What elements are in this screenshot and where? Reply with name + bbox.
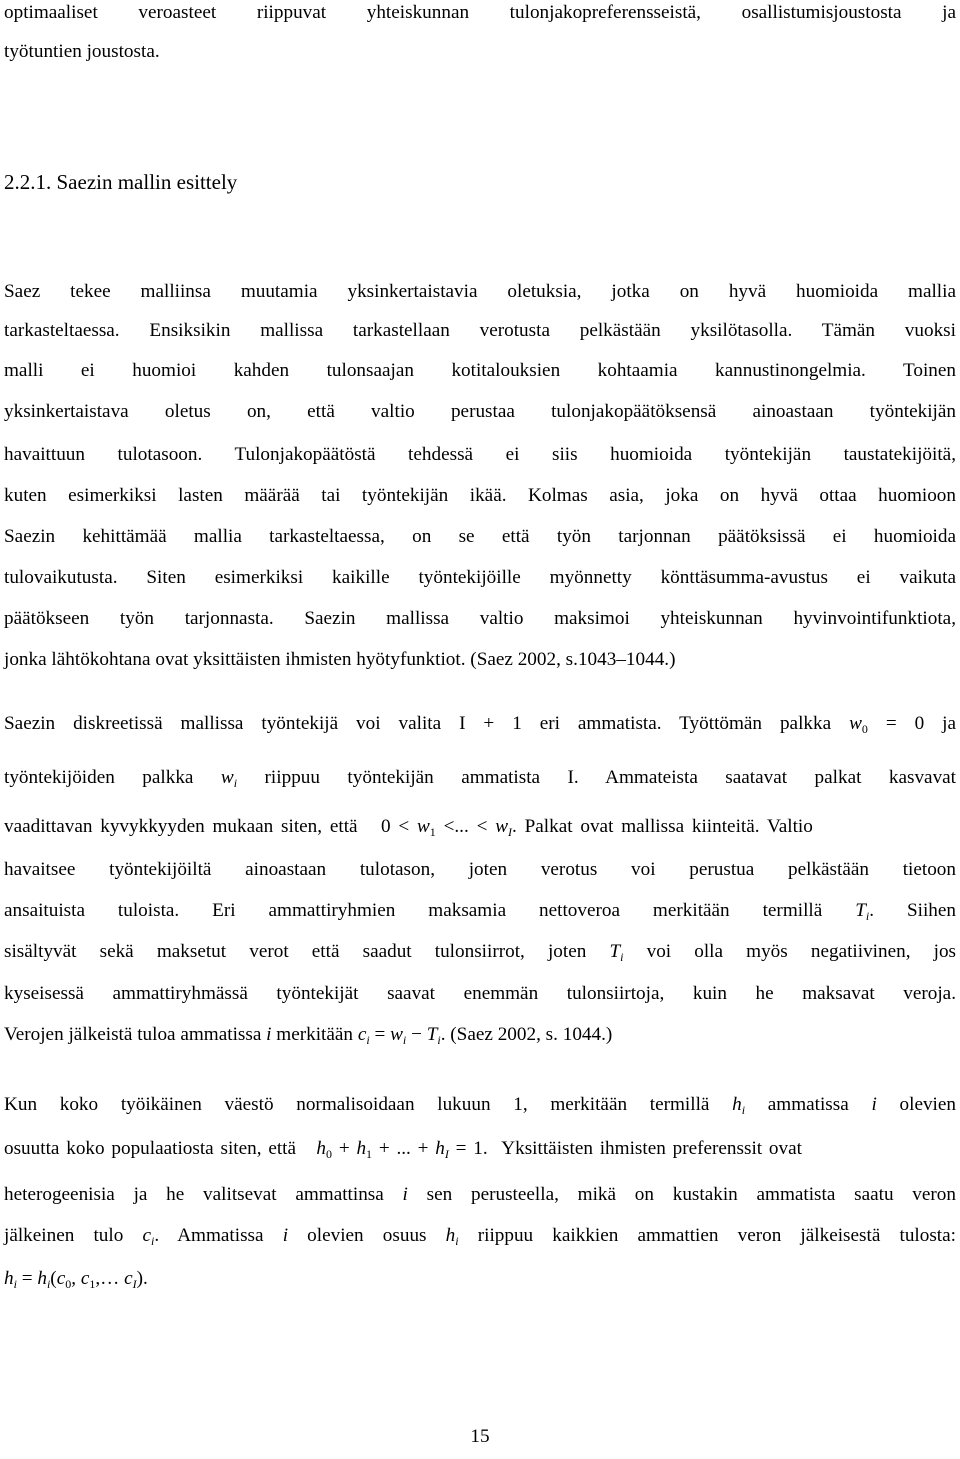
text-segment: olevien	[899, 1094, 956, 1115]
text-segment: jälkeinen tulo	[4, 1225, 124, 1246]
text-line: työtuntien joustosta.	[4, 41, 160, 62]
text-segment: . (Saez 2002, s. 1044.)	[440, 1024, 613, 1045]
text-segment: riippuu työntekijän ammatista I. Ammateista saatavat palkat kasvavat	[264, 767, 957, 788]
text-line: Saez tekee malliinsa muutamia yksinkertaistavia oletuksia, jotka on hyvä huomioida mallia	[4, 281, 956, 302]
formula-wage-order: $0 < w_1$ <... < $w_I$	[380, 816, 513, 839]
text-segment: . Ammatissa	[154, 1225, 264, 1246]
text-segment: Verojen jälkeistä tuloa ammatissa	[4, 1024, 262, 1045]
formula-ci: $c_i$	[142, 1225, 155, 1248]
text-segment: ansaituista tuloista. Eri ammattiryhmien maksamia nettoveroa merkitään termillä	[4, 900, 823, 921]
text-line	[4, 900, 956, 922]
text-line	[4, 713, 956, 735]
formula-hi: $h_i$	[445, 1225, 459, 1248]
text-line	[4, 767, 956, 789]
formula-wi: $w_i$	[220, 767, 238, 790]
formula-hi: $h_i$	[732, 1094, 746, 1117]
text-line: Verojen jälkeistä tuloa ammatissa i merkitään $c_i = w_i - T_i$. (Saez 2002, s. 1044.)	[4, 1024, 613, 1047]
formula-ti: $T_i$	[609, 941, 624, 964]
formula-ti: $T_i$	[855, 900, 870, 923]
text-segment: riippuu kaikkien ammattien veron jälkeisestä tulosta:	[477, 1225, 956, 1246]
text-line: jonka lähtökohtana ovat yksittäisten ihmisten hyötyfunktiot. (Saez 2002, s.1043–1044.)	[4, 649, 676, 670]
text-line	[4, 1138, 956, 1160]
formula-w0: $w_0 = 0$	[849, 713, 925, 736]
text-segment: sisältyvät sekä maksetut verot että saadut tulonsiirrot, joten	[4, 941, 587, 962]
text-segment: olevien osuus	[307, 1225, 427, 1246]
text-segment: vaadittavan kyvykkyyden mukaan siten, että	[4, 816, 358, 837]
text-segment: . Palkat ovat mallissa kiinteitä. Valtio	[512, 816, 813, 837]
text-line: havaittuun tulotasoon. Tulonjakopäätöstä tehdessä ei siis huomioida työntekijän taustatekijöitä,	[4, 444, 956, 465]
text-line: tulovaikutusta. Siten esimerkiksi kaikille työntekijöille myönnetty könttäsumma-avustus ei vaikuta	[4, 567, 956, 588]
text-segment: Saezin diskreetissä mallissa työntekijä voi valita I + 1 eri ammatista. Työttömän palkka	[4, 713, 832, 734]
text-line: päätökseen työn tarjonnasta. Saezin mallissa valtio maksimoi yhteiskunnan hyvinvointifunktiota,	[4, 608, 956, 629]
text-line: yksinkertaistava oletus on, että valtio perustaa tulonjakopäätöksensä ainoastaan työntekijän	[4, 401, 956, 422]
text-line: heterogeenisia ja he valitsevat ammattinsa i sen perusteella, mikä on kustakin ammatista saatu veron	[4, 1184, 956, 1205]
text-segment: voi olla myös negatiivinen, jos	[646, 941, 957, 962]
text-segment: ja	[942, 713, 957, 734]
text-line: Saezin kehittämää mallia tarkasteltaessa, on se että työn tarjonnan päätöksissä ei huomioida	[4, 526, 956, 547]
text-segment: . Siihen	[869, 900, 956, 921]
text-line: malli ei huomioi kahden tulonsaajan kotitalouksien kohtaamia kannustinongelmia. Toinen	[4, 360, 956, 381]
text-segment: työntekijöiden palkka	[4, 767, 194, 788]
text-line: optimaaliset veroasteet riippuvat yhteiskunnan tulonjakopreferensseistä, osallistumisjoustosta ja	[4, 2, 956, 23]
text-line: tarkasteltaessa. Ensiksikin mallissa tarkastellaan verotusta pelkästään yksilötasolla. Tämän vuoksi	[4, 320, 956, 341]
page-number: 15	[470, 1426, 490, 1447]
text-segment: Yksittäisten ihmisten preferenssit ovat	[501, 1138, 802, 1159]
formula-hi-function: $h_i = h_i(c_0$, $c_1,\dots$ $c_I$).	[4, 1268, 148, 1291]
text-segment: sen perusteella, mikä on kustakin ammatista saatu veron	[426, 1184, 956, 1205]
text-segment: osuutta koko populaatiosta siten, että	[4, 1138, 297, 1159]
text-line: Kun koko työikäinen väestö normalisoidaan lukuun 1, merkitään termillä $h_i$ ammatissa i olevien	[4, 1094, 956, 1117]
section-heading: 2.2.1. Saezin mallin esittely	[4, 170, 238, 194]
text-line: havaitsee työntekijöiltä ainoastaan tulotason, joten verotus voi perustua pelkästään tietoon	[4, 859, 956, 880]
formula-ci: $c_i = w_i - T_i$	[357, 1024, 441, 1047]
text-segment: ammatissa	[767, 1094, 849, 1115]
text-segment: Kun koko työikäinen väestö normalisoidaan lukuun 1, merkitään termillä	[4, 1094, 710, 1115]
text-line	[4, 816, 956, 838]
text-line	[4, 941, 956, 963]
text-line: kyseisessä ammattiryhmässä työntekijät saavat enemmän tulonsiirtoja, kuin he maksavat veroja.	[4, 983, 956, 1004]
text-line: jälkeinen tulo $c_i$. Ammatissa i olevien osuus $h_i$ riippuu kaikkien ammattien veron jälkeisestä tulosta:	[4, 1225, 956, 1248]
text-segment: merkitään	[276, 1024, 354, 1045]
formula-h-sum: $h_0 + h_1$ + ... + $h_I = 1$.	[316, 1138, 488, 1161]
text-segment: heterogeenisia ja he valitsevat ammattinsa	[4, 1184, 384, 1205]
text-line: kuten esimerkiksi lasten määrää tai työntekijän ikää. Kolmas asia, joka on hyvä ottaa huomioon	[4, 485, 956, 506]
